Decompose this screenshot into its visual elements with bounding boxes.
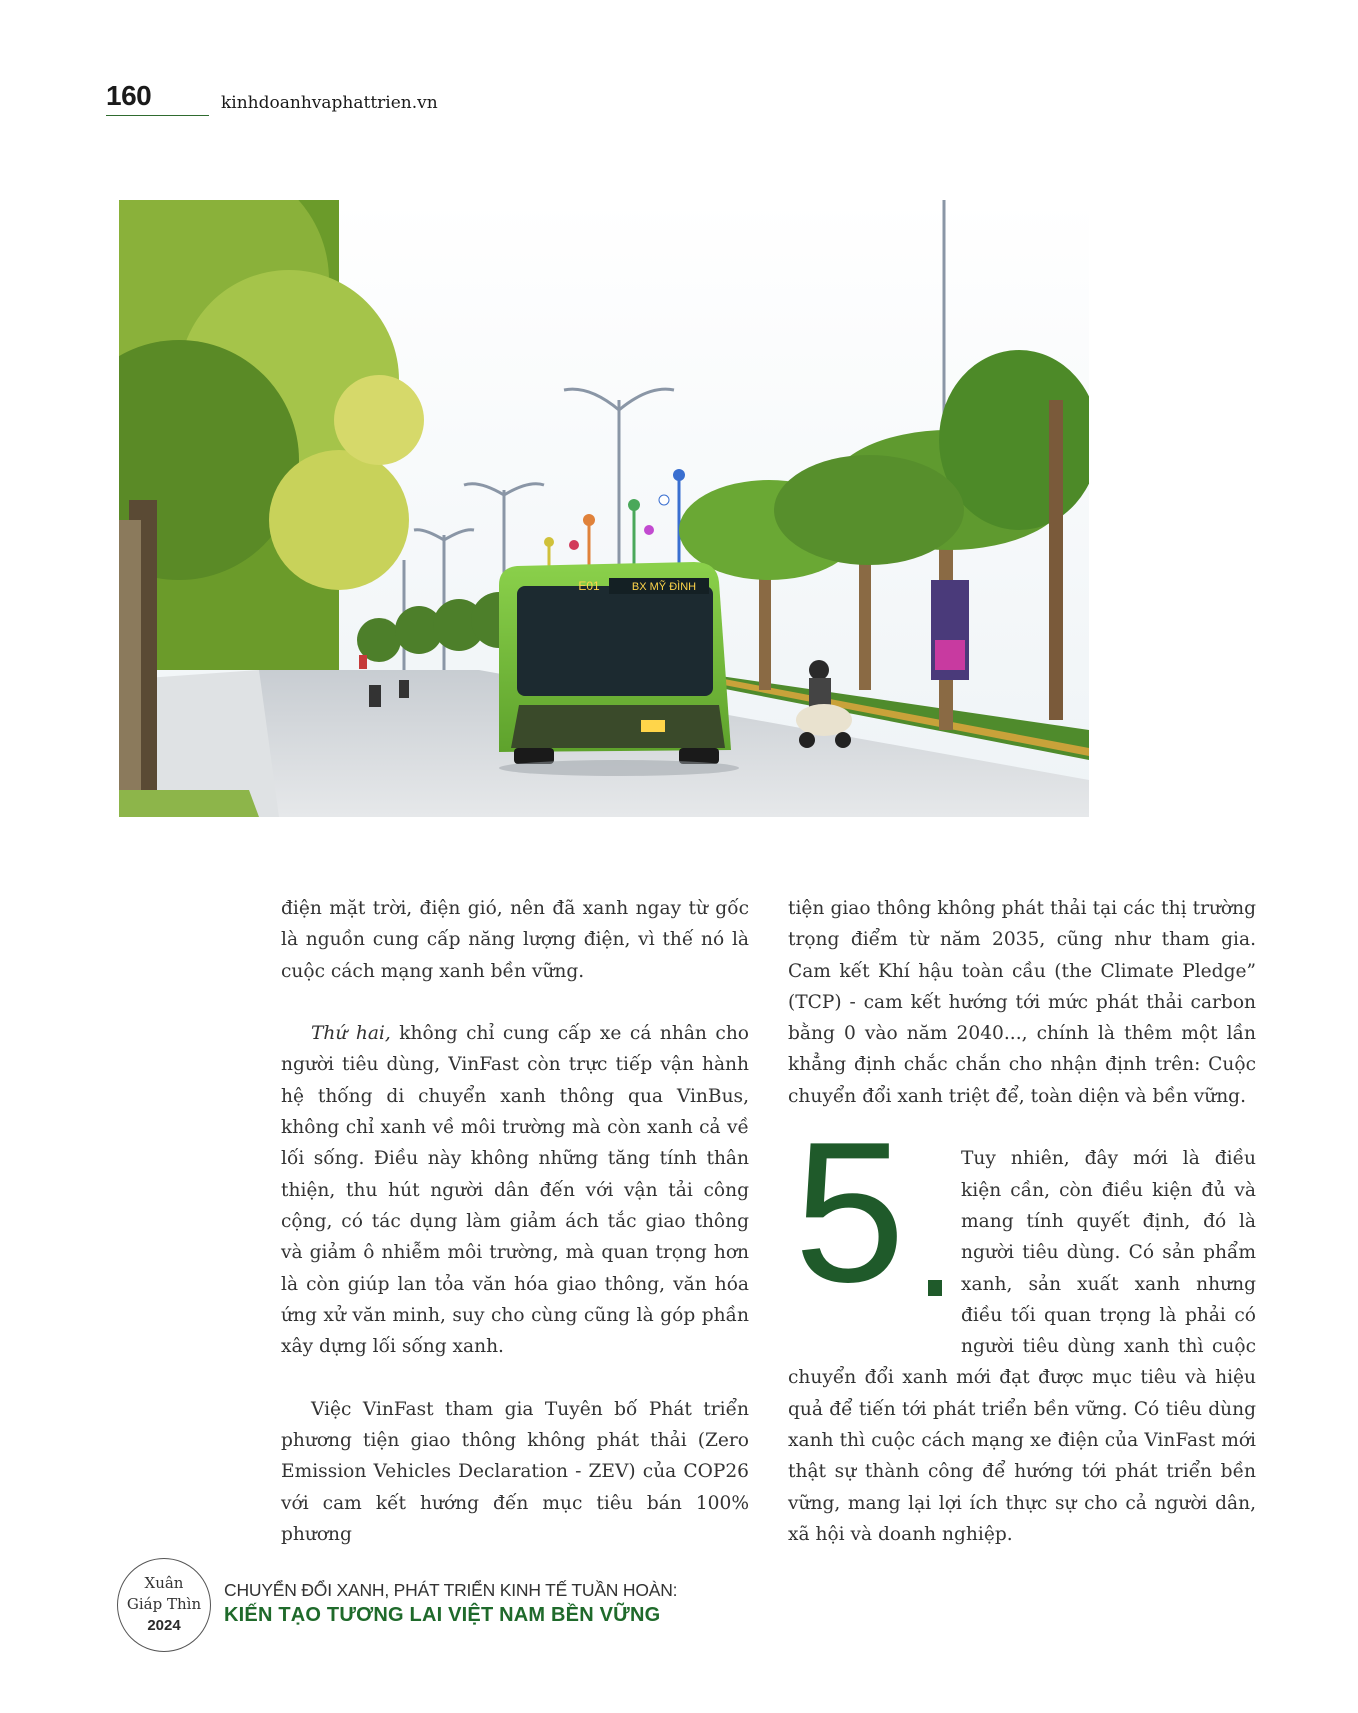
paragraph: Việc VinFast tham gia Tuyên bố Phát triển phương tiện giao thông không phát thải (Zero Emission Vehicles Declaration - ZEV) của COP26 với cam kết hướng đến mục tiêu bán 100% phương xyxy=(281,1398,749,1545)
bus-destination-sign: BX MỸ ĐÌNH xyxy=(631,581,697,593)
drop-cap-number: 5 xyxy=(794,1101,906,1325)
bus xyxy=(499,562,739,776)
badge-line: Giáp Thìn xyxy=(126,1595,202,1613)
paragraph-body: không chỉ cung cấp xe cá nhân cho người tiêu dùng, VinFast còn trực tiếp vận hành hệ thống di chuyển xanh thông qua VinBus, không chỉ xanh về môi trường mà còn xanh cả về lối sống. Điều này không những tăng tính thân thiện, thu hút người dân đến với vận tải công cộng, có tác dụng làm giảm ách tắc giao thông và giảm ô nhiễm môi trường, mà quan trọng hơn là còn giúp lan tỏa văn hóa giao thông, văn hóa ứng xử văn minh, suy cho cùng cũng là góp phần xây dựng lối sống xanh. xyxy=(281,1023,749,1358)
bus-route-sign: E01 xyxy=(578,579,600,593)
paragraph-lead: Thứ hai, xyxy=(311,1023,391,1045)
left-column xyxy=(281,893,749,1582)
footer-kicker: CHUYỂN ĐỔI XANH, PHÁT TRIỂN KINH TẾ TUẦN HOÀN: xyxy=(224,1580,678,1600)
drop-cap xyxy=(788,1101,961,1333)
header-rule xyxy=(106,115,209,116)
issue-badge xyxy=(117,1558,211,1652)
drop-cap-dot xyxy=(928,1280,942,1296)
paragraph: Tuy nhiên, đây mới là điều kiện cần, còn điều kiện đủ và mang tính quyết định, đó là người tiêu dùng. Có sản phẩm xanh, sản xuất xanh nhưng điều tối quan trọng là phải có người tiêu dùng xanh thì cuộc chuyển đổi xanh mới đạt được mục tiêu và hiệu quả để tiến tới phát triển bền vững. Có tiêu dùng xanh thì cuộc cách mạng xe điện của VinFast mới thật sự thành công để hướng tới phát triển bền vững, mang lại lợi ích thực sự cho cả người dân, xã hội và doanh nghiệp. xyxy=(788,1148,1256,1545)
right-column xyxy=(788,893,1256,1582)
badge-line: Xuân xyxy=(144,1574,184,1592)
paragraph: tiện giao thông không phát thải tại các thị trường trọng điểm từ năm 2035, cũng như tham gia. Cam kết Khí hậu toàn cầu (the Climate Pledge” (TCP) - cam kết hướng tới mức phát thải carbon bằng 0 vào năm 2040..., chính là thêm một lần khẳng định chắc chắn cho nhận định trên: Cuộc chuyển đổi xanh triệt để, toàn diện và bền vững. xyxy=(788,898,1256,1107)
footer-title: KIẾN TẠO TƯƠNG LAI VIỆT NAM BỀN VỮNG xyxy=(224,1604,661,1626)
badge-year: 2024 xyxy=(147,1617,181,1634)
bus-photo xyxy=(119,200,1089,817)
paragraph: điện mặt trời, điện gió, nên đã xanh ngay từ gốc là nguồn cung cấp năng lượng điện, vì thế nó là cuộc cách mạng xanh bền vững. xyxy=(281,898,749,982)
page-number: 160 xyxy=(106,80,152,111)
page-header xyxy=(106,80,526,120)
site-name: kinhdoanhvaphattrien.vn xyxy=(221,93,438,113)
paragraph xyxy=(281,1018,749,1362)
